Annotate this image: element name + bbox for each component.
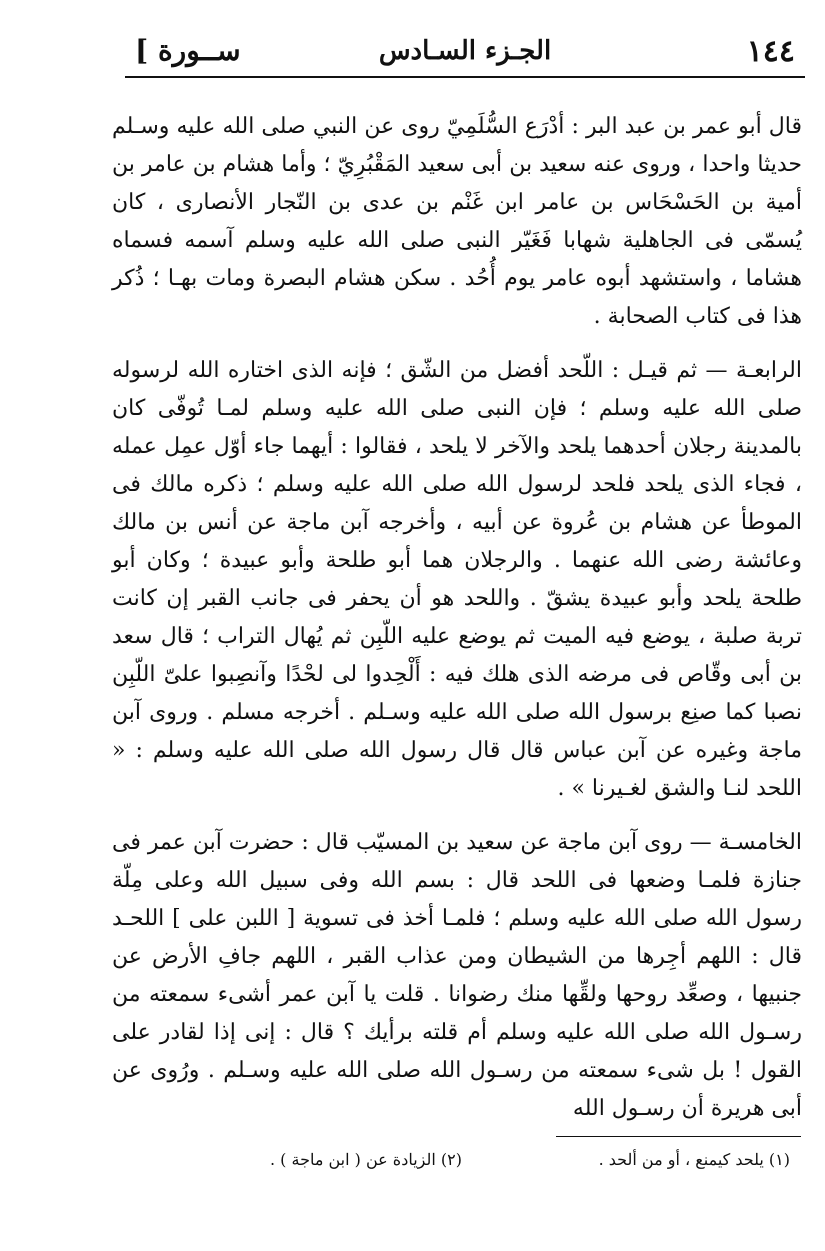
footnote-1: (١) يلحد كيمنع ، أو من ألحد . bbox=[598, 1150, 790, 1169]
page-body bbox=[112, 108, 802, 1144]
page-header bbox=[125, 26, 805, 78]
page-number: ١٤٤ bbox=[746, 34, 795, 69]
surah-label: [ ســورة bbox=[135, 34, 241, 67]
paragraph-1: قال أبو عمر بن عبد البر : أدْرَع السُّلَمِيّ روى عن النبي صلى الله عليه وسـلم حديثا واحدا ، وروى عنه سعيد بن أبى سعيد المَقْبُرِيّ ؛ وأما هشام بن عامر بن أمية بن الحَسْحَاس بن عامر ابن غَنْم بن عدى بن النّجار الأنصارى ، كان يُسمّى فى الجاهلية شهابا فَغَيّر النبى صلى الله عليه وسلم آسمه فسماه هشاما ، واستشهد أبوه عامر يوم أُحُد . سكن هشام البصرة ومات بهـا ؛ ذُكر هذا فى كتاب الصحابة . bbox=[112, 114, 802, 329]
running-title: الجـزء السـادس bbox=[378, 36, 552, 66]
footnote-2: (٢) الزيادة عن ( ابن ماجة ) . bbox=[270, 1150, 462, 1169]
paragraph-2: الرابعـة — ثم قيـل : اللّحد أفضل من الشّق ؛ فإنه الذى اختاره الله لرسوله صلى الله عليه وسلم ؛ فإن النبى صلى الله عليه وسلم لمـا تُوفّى كان بالمدينة رجلان أحدهما يلحد والآخر لا يلحد ، فقالوا : أيهما جاء أوّل عمِل عمله ، فجاء الذى يلحد فلحد لرسول الله صلى الله عليه وسلم ؛ ذكره مالك فى الموطأ عن هشام بن عُروة عن أبيه ، وأخرجه آبن ماجة عن أنس بن مالك وعائشة رضى الله عنهما . والرجلان هما أبو طلحة وأبو عبيدة ؛ وكان أبو طلحة يلحد وأبو عبيدة يشقّ . واللحد هو أن يحفر فى جانب القبر إن كانت تربة صلبة ، يوضع فيه الميت ثم يوضع عليه اللّبِن ثم يُهال التراب ؛ قال سعد بن أبى وقّاص فى مرضه الذى هلك فيه : أَلْحِدوا لى لحْدًا وآنصِبوا علىّ اللّبِن نصبا كما صنِع برسول الله صلى الله عليه وسـلم . أخرجه مسلم . وروى آبن ماجة وغيره عن آبن عباس قال قال رسول الله صلى الله عليه وسلم : « اللحد لنـا والشق لغـيرنا » . bbox=[112, 358, 802, 801]
footnotes bbox=[270, 1150, 790, 1169]
footnote-divider bbox=[556, 1136, 801, 1137]
paragraph-3: الخامسـة — روى آبن ماجة عن سعيد بن المسيّب قال : حضرت آبن عمر فى جنازة فلمـا وضعها فى اللحد قال : بسم الله وفى سبيل الله وعلى مِلّة رسول الله صلى الله عليه وسلم ؛ فلمـا أخذ فى تسوية [ اللبن على ] اللحـد قال : اللهم أجِرها من الشيطان ومن عذاب القبر ، اللهم جافِ الأرض عن جنبيها ، وصعِّد روحها ولقِّها منك رضوانا . قلت يا آبن عمر أشىء سمعته من رسـول الله صلى الله عليه وسلم أم قلته برأيك ؟ قال : إنى إذا لقادر على القول ! بل شىء سمعته من رسـول الله صلى الله عليه وسـلم . ورُوى عن أبى هريرة أن رسـول الله bbox=[112, 830, 802, 1121]
